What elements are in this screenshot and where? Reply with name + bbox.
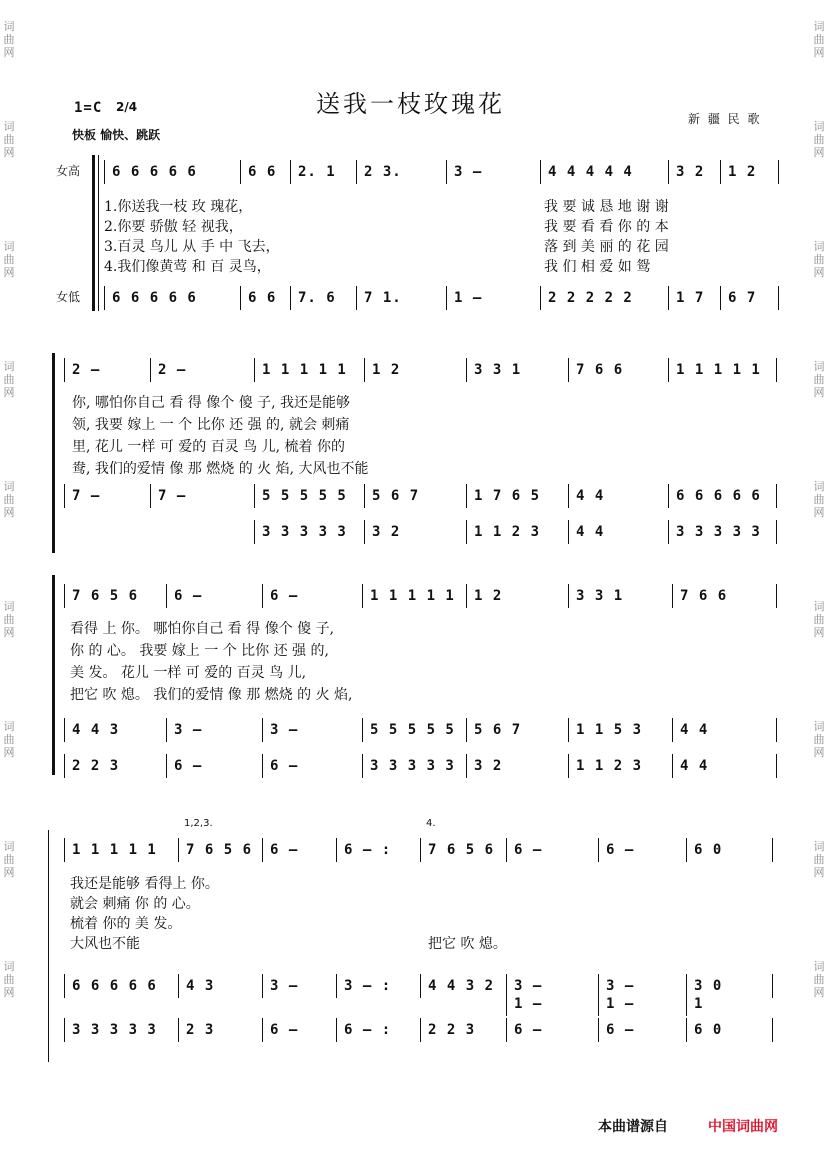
bar-line — [668, 286, 669, 310]
bar-line — [240, 160, 241, 184]
measure-notes: 6 – — [270, 758, 299, 774]
system1-brace-line — [98, 155, 99, 311]
bar-line — [290, 286, 291, 310]
bar-line — [466, 754, 467, 778]
measure-notes: 6 – — [606, 1022, 635, 1038]
bar-line — [668, 484, 669, 508]
bar-line — [240, 286, 241, 310]
measure-notes: 7 6 5 6 — [186, 842, 253, 858]
measure-notes: 2. 1 — [298, 164, 336, 180]
side-watermark-right-1: 词曲网 — [813, 20, 825, 59]
measure-notes: 2 3 — [186, 1022, 215, 1038]
bar-line — [668, 358, 669, 382]
system2-lyric-line-1: 你, 哪怕你自己 看 得 像个 傻 子, 我还是能够 — [72, 395, 351, 411]
bar-line — [64, 1018, 65, 1042]
measure-notes: 5 6 7 — [474, 722, 522, 738]
bar-line — [364, 358, 365, 382]
bar-line — [166, 754, 167, 778]
bar-line — [420, 974, 421, 998]
measure-notes: 1 – — [454, 290, 483, 306]
system2-bracket — [52, 353, 55, 553]
bar-line — [466, 484, 467, 508]
key-signature: 1=C — [74, 100, 103, 116]
system4-lyric-line-2: 就会 刺痛 你 的 心。 — [70, 896, 200, 912]
bar-line — [262, 718, 263, 742]
system1-lyric-line-3: 3.百灵 鸟儿 从 手 中 飞去， — [104, 239, 280, 255]
bar-line — [686, 1018, 687, 1042]
bar-line — [778, 160, 779, 184]
bar-line — [336, 974, 337, 998]
bar-line — [568, 520, 569, 544]
bar-line — [262, 754, 263, 778]
side-watermark-left-2: 词曲网 — [3, 120, 15, 159]
bar-line — [776, 358, 777, 382]
measure-notes: 3 3 3 3 3 — [370, 758, 455, 774]
measure-notes: 6 – — [270, 588, 299, 604]
bar-line — [506, 992, 507, 1016]
bar-line — [104, 286, 105, 310]
bar-line — [686, 838, 687, 862]
measure-notes: 4 4 — [680, 758, 709, 774]
measure-notes: 1 7 6 5 — [474, 488, 541, 504]
measure-notes: 1 1 2 3 — [576, 758, 643, 774]
side-watermark-right-8: 词曲网 — [813, 840, 825, 879]
bar-line — [776, 754, 777, 778]
system4-lyric-line-1: 我还是能够 看得上 你。 — [70, 876, 219, 892]
bar-line — [540, 286, 541, 310]
system1-lyric-right-4: 我 们 相 爱 如 鸳 — [544, 259, 651, 275]
bar-line — [672, 584, 673, 608]
bar-line — [420, 838, 421, 862]
measure-notes: 2 2 3 — [428, 1022, 476, 1038]
system3-lyric-line-2: 你 的 心。 我要 嫁上 一 个 比你 还 强 的, — [70, 643, 329, 659]
measure-notes: 6 – : — [344, 1022, 392, 1038]
measure-notes: 3 – — [270, 722, 299, 738]
bar-line — [64, 838, 65, 862]
side-watermark-left-1: 词曲网 — [3, 20, 15, 59]
bar-line — [178, 974, 179, 998]
measure-notes: 6 – — [270, 1022, 299, 1038]
system4-lyric-line-4: 大风也不能 — [70, 936, 140, 952]
measure-notes: 7 6 6 — [680, 588, 728, 604]
bar-line — [178, 1018, 179, 1042]
bar-line — [336, 838, 337, 862]
bar-line — [254, 358, 255, 382]
system1-lyric-line-4: 4.我们像黄莺 和 百 灵鸟， — [104, 259, 271, 275]
bar-line — [362, 584, 363, 608]
time-signature: 2/4 — [116, 100, 138, 114]
measure-notes: 1 1 1 1 1 — [72, 842, 157, 858]
measure-notes: 6 6 6 6 6 — [112, 290, 197, 306]
measure-notes: 5 5 5 5 5 — [262, 488, 347, 504]
system2-lyric-line-3: 里, 花儿 一样 可 爱的 百灵 鸟 儿, 梳着 你的 — [72, 439, 345, 455]
system1-lyric-line-1: 1.你送我一枝 玫 瑰花， — [104, 199, 253, 215]
measure-notes: 3 2 — [676, 164, 705, 180]
measure-notes: 4 3 — [186, 978, 215, 994]
measure-notes: 1 1 1 1 1 — [370, 588, 455, 604]
measure-notes: 1 — [694, 996, 704, 1012]
measure-notes: 6 – — [174, 588, 203, 604]
bar-line — [64, 358, 65, 382]
bar-line — [336, 1018, 337, 1042]
bar-line — [356, 286, 357, 310]
measure-notes: 7 6 5 6 — [72, 588, 139, 604]
measure-notes: 3 – — [606, 978, 635, 994]
bar-line — [64, 584, 65, 608]
bar-line — [420, 1018, 421, 1042]
measure-notes: 1 1 1 1 1 — [262, 362, 347, 378]
side-watermark-right-4: 词曲网 — [813, 360, 825, 399]
bar-line — [262, 1018, 263, 1042]
measure-notes: 4 4 4 4 4 — [548, 164, 633, 180]
measure-notes: 6 – — [174, 758, 203, 774]
measure-notes: 3 – — [174, 722, 203, 738]
bar-line — [598, 1018, 599, 1042]
system1-lyric-right-2: 我 要 看 看 你 的 本 — [544, 219, 669, 235]
measure-notes: 4 4 — [576, 488, 605, 504]
side-watermark-left-5: 词曲网 — [3, 480, 15, 519]
bar-line — [598, 992, 599, 1016]
measure-notes: 2 2 3 — [72, 758, 120, 774]
bar-line — [772, 838, 773, 862]
measure-notes: 1 1 5 3 — [576, 722, 643, 738]
bar-line — [598, 838, 599, 862]
measure-notes: 7 6 6 — [576, 362, 624, 378]
measure-notes: 6 0 — [694, 842, 723, 858]
bar-line — [466, 358, 467, 382]
side-watermark-left-8: 词曲网 — [3, 840, 15, 879]
side-watermark-left-7: 词曲网 — [3, 720, 15, 759]
measure-notes: 6 – — [606, 842, 635, 858]
volta-first-ending: 1,2,3. — [184, 818, 213, 829]
measure-notes: 1 1 1 1 1 — [676, 362, 761, 378]
system3-lyric-line-3: 美 发。 花儿 一样 可 爱的 百灵 鸟 儿, — [70, 665, 307, 681]
bar-line — [720, 286, 721, 310]
bar-line — [64, 754, 65, 778]
bar-line — [568, 358, 569, 382]
bar-line — [64, 484, 65, 508]
bar-line — [672, 718, 673, 742]
bar-line — [178, 838, 179, 862]
system2-lyric-line-2: 领, 我要 嫁上 一 个 比你 还 强 的, 就会 刺痛 — [72, 417, 350, 433]
measure-notes: 1 2 — [474, 588, 503, 604]
measure-notes: 6 – : — [344, 842, 392, 858]
bar-line — [668, 520, 669, 544]
measure-notes: 6 – — [270, 842, 299, 858]
song-origin: 新 疆 民 歌 — [688, 112, 762, 126]
measure-notes: 3 3 3 3 3 — [72, 1022, 157, 1038]
side-watermark-right-5: 词曲网 — [813, 480, 825, 519]
bar-line — [364, 484, 365, 508]
measure-notes: 1 2 — [728, 164, 757, 180]
measure-notes: 7 – — [158, 488, 187, 504]
bar-line — [568, 718, 569, 742]
bar-line — [568, 584, 569, 608]
measure-notes: 1 2 — [372, 362, 401, 378]
bar-line — [150, 484, 151, 508]
measure-notes: 3 – — [514, 978, 543, 994]
side-watermark-right-9: 词曲网 — [813, 960, 825, 999]
measure-notes: 7 1. — [364, 290, 402, 306]
bar-line — [64, 974, 65, 998]
bar-line — [466, 520, 467, 544]
bar-line — [262, 838, 263, 862]
measure-notes: 1 – — [606, 996, 635, 1012]
measure-notes: 7 – — [72, 488, 101, 504]
bar-line — [290, 160, 291, 184]
lower-voice-label: 女低 — [56, 290, 81, 304]
side-watermark-right-7: 词曲网 — [813, 720, 825, 759]
measure-notes: 4 4 3 2 — [428, 978, 495, 994]
measure-notes: 6 6 6 6 6 — [112, 164, 197, 180]
source-note: 本曲谱源自 — [598, 1119, 668, 1135]
bar-line — [466, 584, 467, 608]
bar-line — [446, 160, 447, 184]
measure-notes: 3 3 3 3 3 — [262, 524, 347, 540]
measure-notes: 6 7 — [728, 290, 757, 306]
measure-notes: 1 – — [514, 996, 543, 1012]
measure-notes: 2 2 2 2 2 — [548, 290, 633, 306]
measure-notes: 4 4 — [680, 722, 709, 738]
measure-notes: 3 – — [270, 978, 299, 994]
bar-line — [672, 754, 673, 778]
bar-line — [720, 160, 721, 184]
side-watermark-right-6: 词曲网 — [813, 600, 825, 639]
measure-notes: 3 – — [454, 164, 483, 180]
measure-notes: 7 6 5 6 — [428, 842, 495, 858]
measure-notes: 7. 6 — [298, 290, 336, 306]
system4-lyric-ending: 把它 吹 熄。 — [428, 936, 507, 952]
bar-line — [364, 520, 365, 544]
measure-notes: 6 – — [514, 1022, 543, 1038]
measure-notes: 2 – — [72, 362, 101, 378]
measure-notes: 1 7 — [676, 290, 705, 306]
system3-lyric-line-4: 把它 吹 熄。 我们的爱情 像 那 燃烧 的 火 焰, — [70, 687, 353, 703]
bar-line — [772, 974, 773, 998]
bar-line — [166, 718, 167, 742]
system4-bracket — [48, 830, 49, 1062]
measure-notes: 6 6 6 6 6 — [676, 488, 761, 504]
system1-bracket — [92, 155, 95, 311]
bar-line — [254, 520, 255, 544]
bar-line — [568, 754, 569, 778]
measure-notes: 2 3. — [364, 164, 402, 180]
bar-line — [104, 160, 105, 184]
measure-notes: 3 – : — [344, 978, 392, 994]
measure-notes: 6 6 — [248, 290, 277, 306]
bar-line — [466, 718, 467, 742]
bar-line — [686, 992, 687, 1016]
measure-notes: 5 5 5 5 5 — [370, 722, 455, 738]
bar-line — [262, 584, 263, 608]
source-brand-link[interactable]: 中国词曲网 — [708, 1119, 778, 1135]
tempo-marking: 快板 愉快、跳跃 — [72, 128, 161, 142]
bar-line — [776, 718, 777, 742]
side-watermark-right-2: 词曲网 — [813, 120, 825, 159]
measure-notes: 3 3 1 — [474, 362, 522, 378]
upper-voice-label: 女高 — [56, 164, 81, 178]
measure-notes: 6 – — [514, 842, 543, 858]
bar-line — [776, 520, 777, 544]
measure-notes: 4 4 3 — [72, 722, 120, 738]
bar-line — [446, 286, 447, 310]
bar-line — [776, 484, 777, 508]
bar-line — [262, 974, 263, 998]
bar-line — [362, 754, 363, 778]
measure-notes: 6 6 6 6 6 — [72, 978, 157, 994]
side-watermark-left-4: 词曲网 — [3, 360, 15, 399]
measure-notes: 3 3 1 — [576, 588, 624, 604]
bar-line — [568, 484, 569, 508]
bar-line — [540, 160, 541, 184]
bar-line — [776, 584, 777, 608]
bar-line — [150, 358, 151, 382]
side-watermark-left-9: 词曲网 — [3, 960, 15, 999]
system3-bracket — [52, 575, 55, 775]
measure-notes: 4 4 — [576, 524, 605, 540]
measure-notes: 5 6 7 — [372, 488, 420, 504]
measure-notes: 1 1 2 3 — [474, 524, 541, 540]
bar-line — [506, 1018, 507, 1042]
measure-notes: 3 0 — [694, 978, 723, 994]
measure-notes: 3 2 — [372, 524, 401, 540]
side-watermark-left-3: 词曲网 — [3, 240, 15, 279]
system1-lyric-right-1: 我 要 诚 恳 地 谢 谢 — [544, 199, 669, 215]
bar-line — [772, 1018, 773, 1042]
measure-notes: 6 6 — [248, 164, 277, 180]
measure-notes: 2 – — [158, 362, 187, 378]
bar-line — [64, 718, 65, 742]
system3-lyric-line-1: 看得 上 你。 哪怕你自己 看 得 像个 傻 子, — [70, 621, 335, 637]
measure-notes: 3 3 3 3 3 — [676, 524, 761, 540]
song-title: 送我一枝玫瑰花 — [316, 90, 505, 118]
bar-line — [362, 718, 363, 742]
system2-lyric-line-4: 鸯, 我们的爱情 像 那 燃烧 的 火 焰, 大风也不能 — [72, 461, 369, 477]
bar-line — [166, 584, 167, 608]
bar-line — [254, 484, 255, 508]
system1-lyric-right-3: 落 到 美 丽 的 花 园 — [544, 239, 669, 255]
system4-lyric-line-3: 梳着 你的 美 发。 — [70, 916, 182, 932]
bar-line — [668, 160, 669, 184]
bar-line — [506, 838, 507, 862]
bar-line — [356, 160, 357, 184]
bar-line — [778, 286, 779, 310]
volta-second-ending: 4. — [426, 818, 436, 829]
side-watermark-right-3: 词曲网 — [813, 240, 825, 279]
measure-notes: 3 2 — [474, 758, 503, 774]
measure-notes: 6 0 — [694, 1022, 723, 1038]
side-watermark-left-6: 词曲网 — [3, 600, 15, 639]
system1-lyric-line-2: 2.你要 骄傲 轻 视我， — [104, 219, 243, 235]
